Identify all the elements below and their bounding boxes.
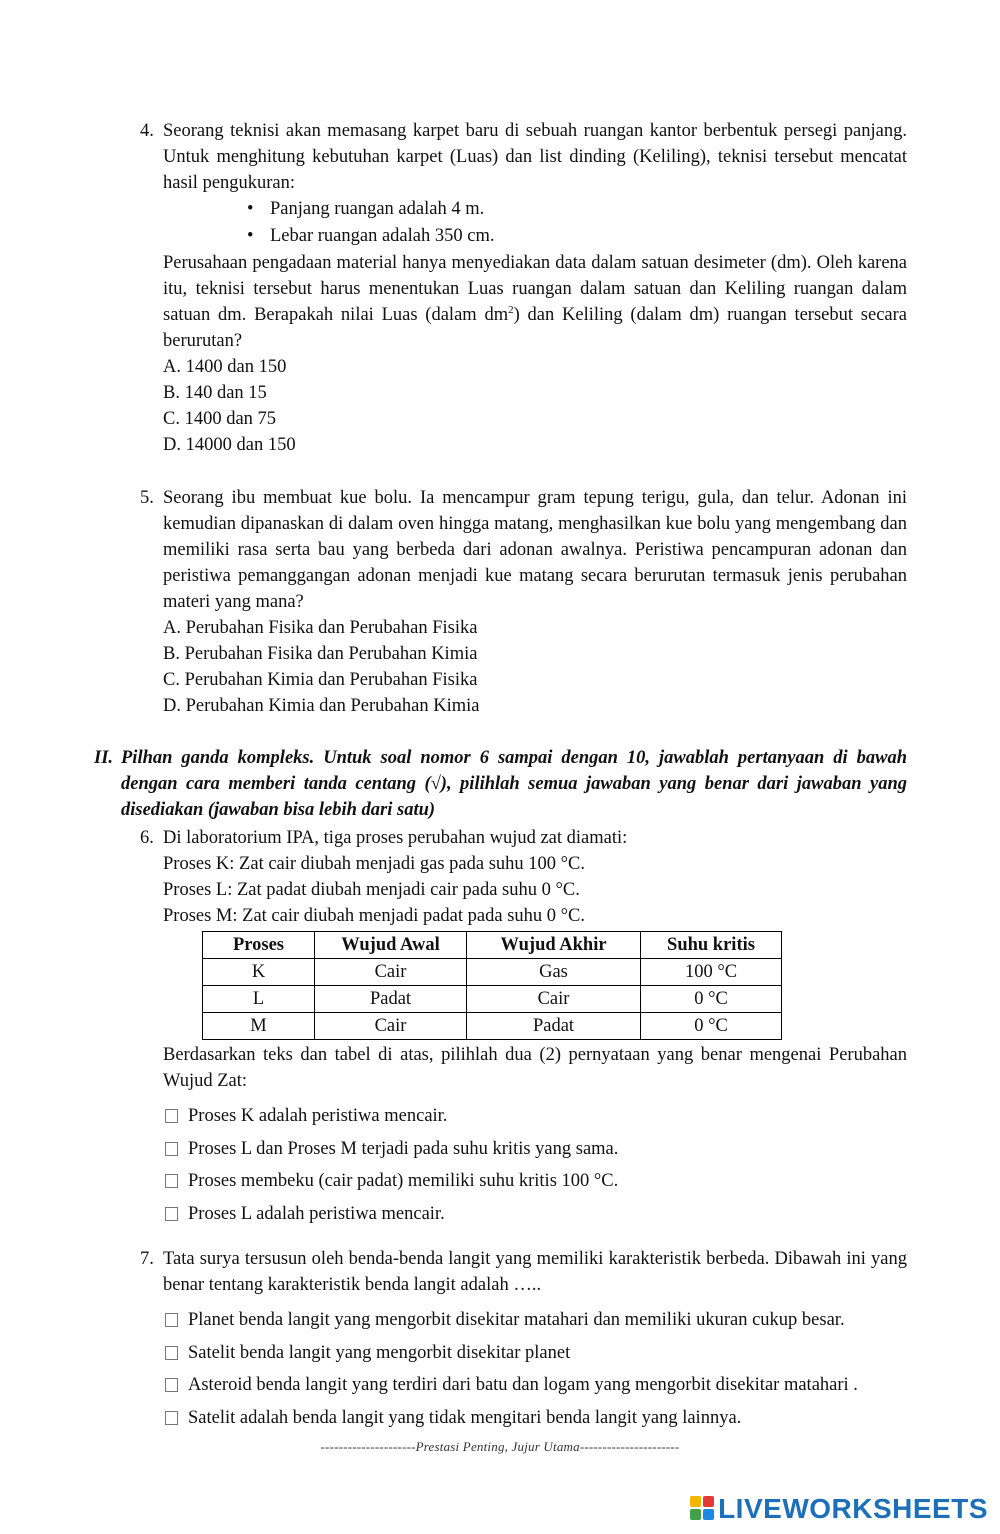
choice-list [163, 1100, 907, 1230]
table-cell: M [203, 1013, 315, 1040]
checkbox[interactable] [165, 1109, 178, 1123]
table-cell: 0 °C [641, 1013, 782, 1040]
checkbox[interactable] [165, 1378, 178, 1392]
table-header: Suhu kritis [641, 932, 782, 959]
table-cell: Padat [467, 1013, 641, 1040]
question-paragraph: Perusahaan pengadaan material hanya menyediakan data dalam satuan desimeter (dm). Oleh karena itu, teknisi tersebut harus menentukan Luas ruangan dalam satuan dan Keliling ruangan dalam satuan dm. Berapakah nilai Luas (dalam $dm^2$) dan Keliling (dalam dm) ruangan tersebut secara berurutan? [163, 253, 907, 351]
brand-name: LIVEWORKSHEETS [718, 1493, 988, 1524]
choice-label: Proses membeku (cair padat) memiliki suhu kritis 100 °C. [188, 1171, 619, 1192]
option-d[interactable]: D. Perubahan Kimia dan Perubahan Kimia [163, 696, 480, 716]
process-line: Proses M: Zat cair diubah menjadi padat pada suhu 0 °C. [163, 906, 586, 926]
page-footer: ---------------------Prestasi Penting, Jujur Utama---------------------- [320, 1439, 680, 1454]
table-header-row [203, 932, 782, 959]
question-6 [140, 825, 907, 1230]
logo-icon [690, 1496, 716, 1522]
liveworksheets-logo[interactable] [690, 1494, 988, 1524]
question-number: 6. [140, 828, 154, 848]
table-row [203, 1013, 782, 1040]
question-5 [140, 485, 907, 719]
process-line: Proses L: Zat padat diubah menjadi cair pada suhu 0 °C. [163, 880, 580, 900]
table-cell: Padat [315, 986, 467, 1013]
question-4 [140, 118, 907, 458]
table-header: Wujud Akhir [467, 932, 641, 959]
table-row [203, 959, 782, 986]
table-header: Proses [203, 932, 315, 959]
option-c[interactable]: C. Perubahan Kimia dan Perubahan Fisika [163, 670, 478, 690]
choice-label: Asteroid benda langit yang terdiri dari batu dan logam yang mengorbit disekitar matahari . [188, 1375, 858, 1396]
process-line: Proses K: Zat cair diubah menjadi gas pada suhu 100 °C. [163, 854, 586, 874]
section-heading [94, 745, 907, 823]
question-number: 7. [140, 1249, 154, 1269]
choice-label: Planet benda langit yang mengorbit disekitar matahari dan memiliki ukuran cukup besar. [188, 1310, 845, 1331]
choice-label: Proses L adalah peristiwa mencair. [188, 1203, 445, 1224]
state-change-table [202, 931, 782, 1040]
question-number: 5. [140, 488, 154, 508]
section-instructions: Pilhan ganda kompleks. Untuk soal nomor 6 sampai dengan 10, jawablah pertanyaan di bawah dengan cara memberi tanda centang (√), pilihlah semua jawaban yang benar dari jawaban yang disediakan (jawaban bisa lebih dari satu) [121, 748, 907, 820]
choice-label: Satelit benda langit yang mengorbit disekitar planet [188, 1342, 571, 1363]
choice-item[interactable] [163, 1100, 907, 1133]
option-a[interactable]: A. Perubahan Fisika dan Perubahan Fisika [163, 618, 478, 638]
choice-item[interactable] [163, 1165, 907, 1198]
list-item: • Lebar ruangan adalah 350 cm. [247, 223, 907, 250]
option-d[interactable]: D. 14000 dan 150 [163, 435, 296, 455]
question-intro: Seorang teknisi akan memasang karpet baru di sebuah ruangan kantor berbentuk persegi panjang. Untuk menghitung kebutuhan karpet (Luas) dan list dinding (Keliling), teknisi tersebut mencatat hasil pengukuran: [163, 121, 907, 193]
table-header: Wujud Awal [315, 932, 467, 959]
checkbox[interactable] [165, 1142, 178, 1156]
choice-item[interactable] [163, 1369, 907, 1402]
question-text: Tata surya tersusun oleh benda-benda langit yang memiliki karakteristik berbeda. Dibawah ini yang benar tentang karakteristik benda langit adalah ….. [163, 1249, 907, 1295]
choice-label: Satelit adalah benda langit yang tidak mengitari benda langit yang lainnya. [188, 1407, 742, 1428]
question-intro: Di laboratorium IPA, tiga proses perubahan wujud zat diamati: [163, 828, 628, 848]
table-cell: L [203, 986, 315, 1013]
superscript: 2 [508, 304, 514, 316]
choice-item[interactable] [163, 1133, 907, 1166]
checkbox[interactable] [165, 1207, 178, 1221]
list-item: • Panjang ruangan adalah 4 m. [247, 196, 907, 223]
choice-list [163, 1304, 907, 1434]
question-number: 4. [140, 121, 154, 141]
table-cell: Cair [315, 1013, 467, 1040]
option-b[interactable]: B. Perubahan Fisika dan Perubahan Kimia [163, 644, 478, 664]
choice-item[interactable] [163, 1304, 907, 1337]
measurement-list [247, 196, 907, 250]
checkbox[interactable] [165, 1174, 178, 1188]
choice-label: Proses L dan Proses M terjadi pada suhu kritis yang sama. [188, 1138, 619, 1159]
checkbox[interactable] [165, 1411, 178, 1425]
table-row [203, 986, 782, 1013]
checkbox[interactable] [165, 1313, 178, 1327]
choice-item[interactable] [163, 1198, 907, 1231]
table-cell: Gas [467, 959, 641, 986]
choice-item[interactable] [163, 1337, 907, 1370]
table-cell: 100 °C [641, 959, 782, 986]
option-b[interactable]: B. 140 dan 15 [163, 383, 267, 403]
table-cell: Cair [315, 959, 467, 986]
question-text: Seorang ibu membuat kue bolu. Ia mencampur gram tepung terigu, gula, dan telur. Adonan ini kemudian dipanaskan di dalam oven hingga matang, menghasilkan kue bolu yang mengembang dan memiliki rasa serta bau yang berbeda dari adonan awalnya. Peristiwa pencampuran adonan dan peristiwa pemanggangan adonan menjadi kue matang secara berurutan termasuk jenis perubahan materi yang mana? [163, 488, 907, 612]
question-7 [140, 1246, 907, 1434]
option-c[interactable]: C. 1400 dan 75 [163, 409, 277, 429]
checkbox[interactable] [165, 1346, 178, 1360]
table-cell: K [203, 959, 315, 986]
table-cell: 0 °C [641, 986, 782, 1013]
option-a[interactable]: A. 1400 dan 150 [163, 357, 287, 377]
choice-item[interactable] [163, 1402, 907, 1435]
choice-label: Proses K adalah peristiwa mencair. [188, 1106, 448, 1127]
question-prompt: Berdasarkan teks dan tabel di atas, pilihlah dua (2) pernyataan yang benar mengenai Perubahan Wujud Zat: [163, 1045, 907, 1091]
table-cell: Cair [467, 986, 641, 1013]
section-number: II. [94, 748, 114, 768]
